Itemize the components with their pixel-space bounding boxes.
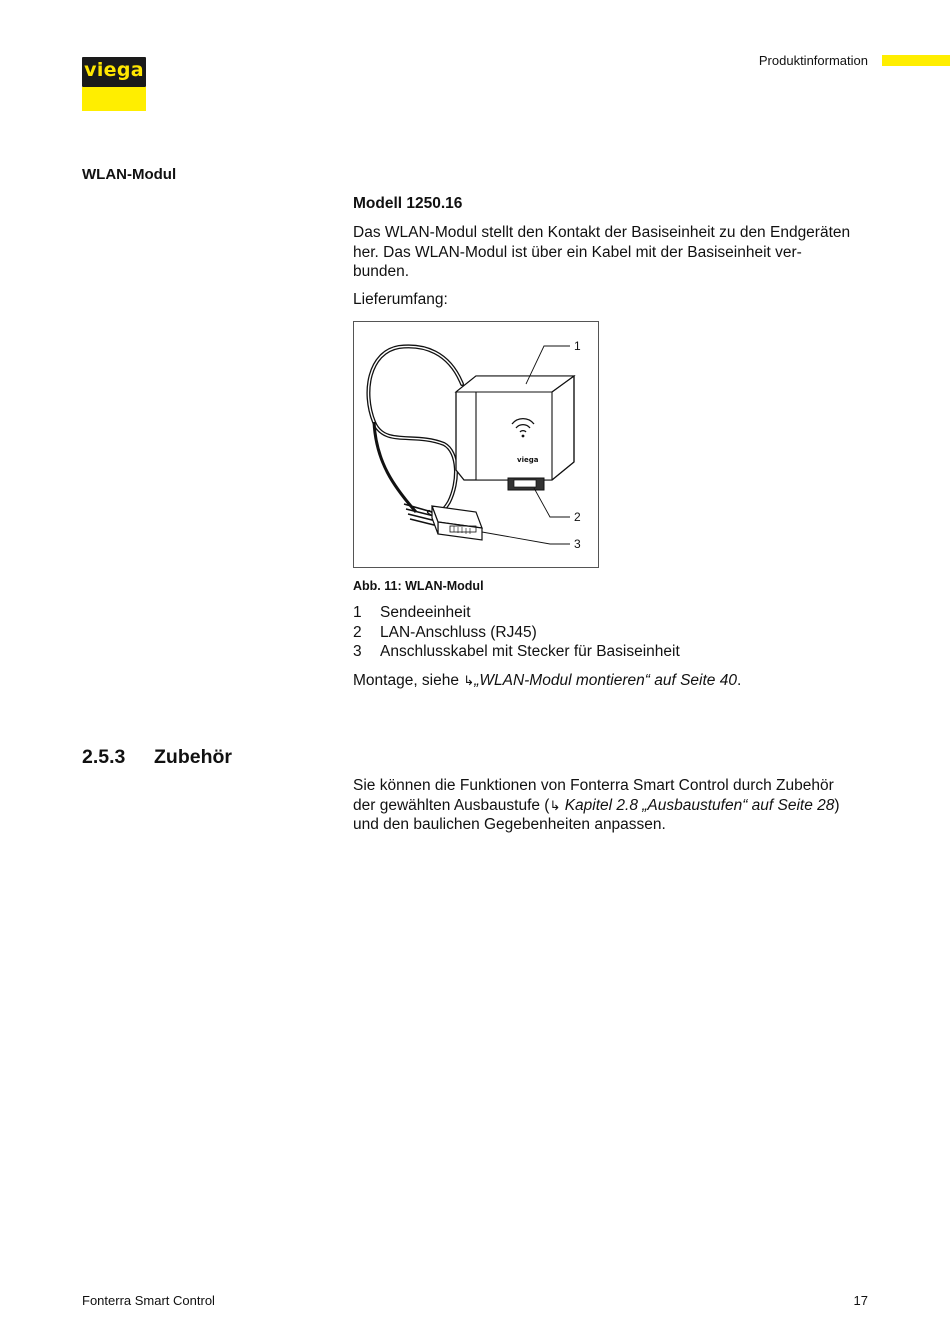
section-number: 2.5.3	[82, 746, 126, 768]
legend-item	[353, 603, 873, 623]
description-line: her. Das WLAN-Modul ist über ein Kabel mit der Basiseinheit ver-	[353, 243, 802, 261]
legend-item	[353, 642, 873, 662]
section-title: Zubehör	[154, 746, 232, 768]
legend-text: Sendeeinheit	[380, 604, 471, 621]
side-heading: WLAN-Modul	[82, 166, 177, 183]
montage-link[interactable]: „WLAN-Modul montieren“ auf Seite 40	[474, 672, 737, 689]
legend-number: 3	[353, 643, 362, 660]
accessories-paragraph	[353, 776, 873, 835]
wlan-module-figure	[353, 321, 599, 568]
accessories-line: und den baulichen Gegebenheiten anpassen.	[353, 816, 666, 833]
header-section-label: Produktinformation	[758, 53, 868, 68]
reference-arrow-icon: ↳	[463, 673, 475, 688]
footer-product-name: Fonterra Smart Control	[82, 1293, 215, 1308]
callout-number-3: 3	[574, 537, 581, 551]
logo-text: viega	[84, 59, 144, 81]
scope-label: Lieferumfang:	[353, 291, 448, 308]
accessories-line-prefix: der gewählten Ausbaustufe (	[353, 796, 550, 814]
legend-number: 1	[353, 604, 362, 621]
footer-page-number: 17	[853, 1293, 868, 1308]
reference-arrow-icon: ↳	[549, 797, 561, 813]
legend-number: 2	[353, 623, 362, 641]
description-line: Das WLAN-Modul stellt den Kontakt der Basiseinheit zu den Endgeräten	[353, 224, 851, 241]
callout-line-2	[534, 488, 570, 517]
montage-suffix: .	[736, 672, 742, 689]
accessories-line	[353, 796, 873, 816]
montage-prefix: Montage, siehe	[353, 672, 464, 689]
logo-yellow-block	[82, 87, 146, 111]
accessories-line-suffix: )	[834, 796, 840, 814]
legend-text: LAN-Anschluss (RJ45)	[380, 623, 537, 641]
connector-plug	[432, 506, 482, 540]
legend-text: Anschlusskabel mit Stecker für Basiseinheit	[380, 643, 680, 660]
legend-item	[353, 623, 873, 643]
accessories-line: Sie können die Funktionen von Fonterra Smart Control durch Zubehör	[353, 777, 834, 794]
description-line: bunden.	[353, 263, 410, 280]
legend-list	[353, 603, 873, 662]
model-heading: Modell 1250.16	[353, 195, 463, 212]
lan-port	[508, 478, 544, 490]
callout-line-3	[482, 532, 570, 544]
callout-number-2: 2	[574, 510, 581, 524]
accessories-link[interactable]: Kapitel 2.8 „Ausbaustufen“ auf Seite 28	[564, 796, 835, 814]
wlan-module-illustration	[354, 322, 598, 567]
description-paragraph	[353, 223, 873, 282]
header-accent-bar	[882, 55, 950, 66]
device-logo: viega	[517, 456, 539, 464]
montage-reference	[353, 671, 873, 691]
sending-unit	[456, 376, 574, 490]
viega-logo	[82, 57, 146, 87]
callout-number-1: 1	[574, 339, 581, 353]
figure-caption: Abb. 11: WLAN-Modul	[353, 579, 484, 593]
